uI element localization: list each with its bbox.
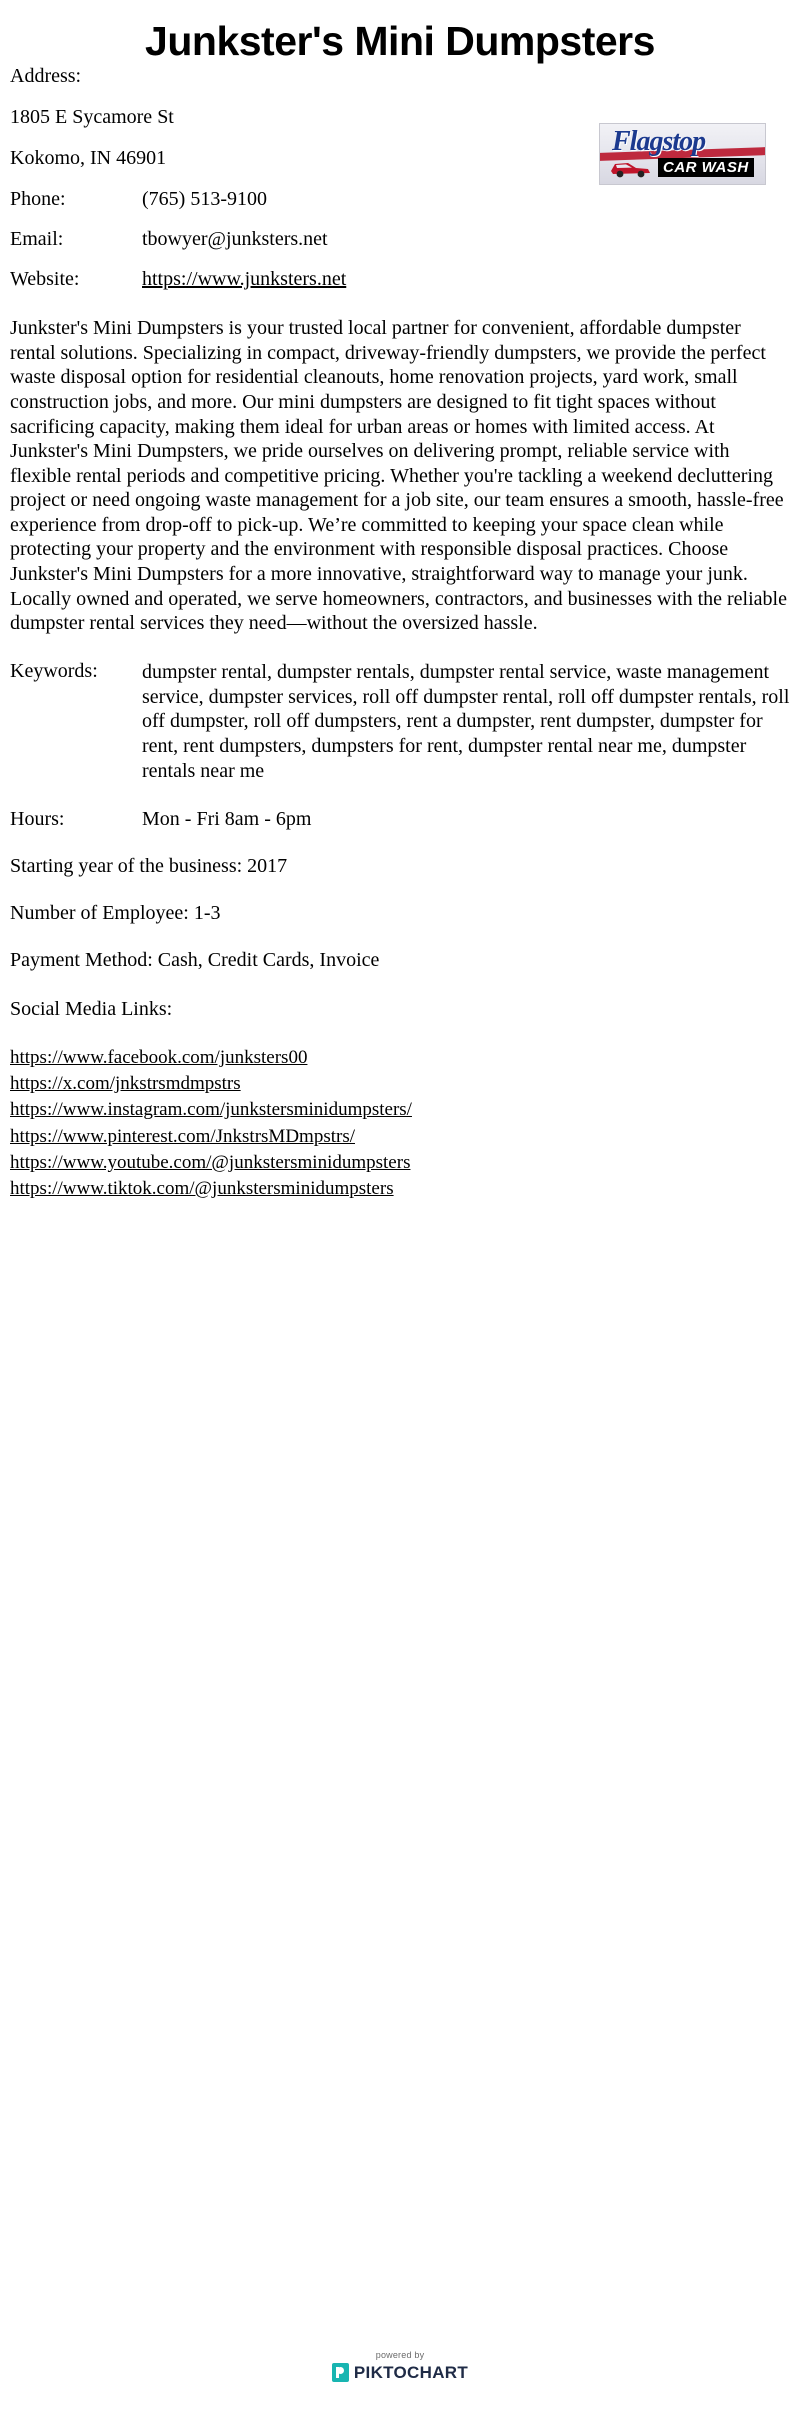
page-title: Junkster's Mini Dumpsters xyxy=(145,18,655,64)
piktochart-brand-name: PIKTOCHART xyxy=(353,2362,469,2382)
document-page xyxy=(0,18,800,2411)
number-of-employees: Number of Employee: 1-3 xyxy=(10,901,221,924)
social-link-facebook[interactable]: https://www.facebook.com/junksters00 xyxy=(10,1046,308,1068)
logo-subtitle: CAR WASH xyxy=(658,158,754,177)
address-line-1: 1805 E Sycamore St xyxy=(10,106,174,129)
social-link-pinterest[interactable]: https://www.pinterest.com/JnkstrsMDmpstrs/ xyxy=(10,1125,355,1147)
footer-attribution xyxy=(0,2350,800,2388)
logo-graphic xyxy=(600,124,765,184)
social-media-links xyxy=(10,1045,790,1202)
address-line-2: Kokomo, IN 46901 xyxy=(10,147,167,170)
hours-value: Mon - Fri 8am - 6pm xyxy=(142,807,312,830)
hours-row xyxy=(10,808,790,831)
powered-by-label: powered by xyxy=(375,2349,425,2360)
social-link-x[interactable]: https://x.com/jnkstrsmdmpstrs xyxy=(10,1073,241,1095)
starting-year: Starting year of the business: 2017 xyxy=(10,854,288,877)
email-row xyxy=(10,228,790,250)
social-link-instagram[interactable]: https://www.instagram.com/junkstersminidumpsters/ xyxy=(10,1099,412,1121)
website-label: Website: xyxy=(10,268,80,291)
email-value: tbowyer@junksters.net xyxy=(142,228,328,251)
business-description: Junkster's Mini Dumpsters is your trusted local partner for convenient, affordable dumpster rental solutions. Specializing in compact, driveway-friendly dumpsters, we provide the perfect waste disposal option for residential cleanouts, home renovation projects, yard work, small construction jobs, and more. Our mini dumpsters are designed to fit tight spaces without sacrificing capacity, making them ideal for urban areas or homes with limited access. At Junkster's Mini Dumpsters, we pride ourselves on delivering prompt, reliable service with flexible rental periods and competitive pricing. Whether you're tackling a weekend decluttering project or need ongoing waste management for a job site, our team ensures a smooth, hassle-free experience from drop-off to pick-up. We’re committed to keeping your space clean while protecting your property and the environment with responsible disposal practices. Choose Junkster's Mini Dumpsters for a more innovative, straightforward way to manage your junk. Locally owned and operated, we serve homeowners, contractors, and businesses with the reliable dumpster rental services they need—without the oversized hassle. xyxy=(10,317,787,635)
phone-row xyxy=(10,188,790,210)
website-row xyxy=(10,268,790,290)
social-media-label: Social Media Links: xyxy=(10,997,173,1020)
social-link-tiktok[interactable]: https://www.tiktok.com/@junkstersminidumpsters xyxy=(10,1177,394,1199)
email-label: Email: xyxy=(10,228,64,251)
logo-wordmark: Flagstop xyxy=(612,126,706,157)
flagstop-car-wash-logo xyxy=(599,123,766,185)
keywords-value: dumpster rental, dumpster rentals, dumpster rental service, waste management service, dumpster services, roll off dumpster rental, roll off dumpster rentals, roll off dumpster, roll off dumpsters, rent a dumpster, rent dumpster, dumpster for rent, rent dumpsters, dumpsters for rent, dumpster rental near me, dumpster rentals near me xyxy=(142,660,790,783)
keywords-row xyxy=(10,660,790,784)
hours-label: Hours: xyxy=(10,807,65,830)
payment-method: Payment Method: Cash, Credit Cards, Invoice xyxy=(10,948,380,971)
piktochart-logo-icon xyxy=(332,2363,349,2382)
website-link[interactable]: https://www.junksters.net xyxy=(142,268,347,291)
piktochart-brand[interactable] xyxy=(332,2363,468,2383)
keywords-label: Keywords: xyxy=(10,659,98,682)
car-icon xyxy=(608,156,654,178)
social-link-youtube[interactable]: https://www.youtube.com/@junkstersminidumpsters xyxy=(10,1151,411,1173)
address-label: Address: xyxy=(10,65,82,88)
document-body xyxy=(0,65,800,1202)
phone-value: (765) 513-9100 xyxy=(142,188,267,211)
phone-label: Phone: xyxy=(10,188,66,211)
